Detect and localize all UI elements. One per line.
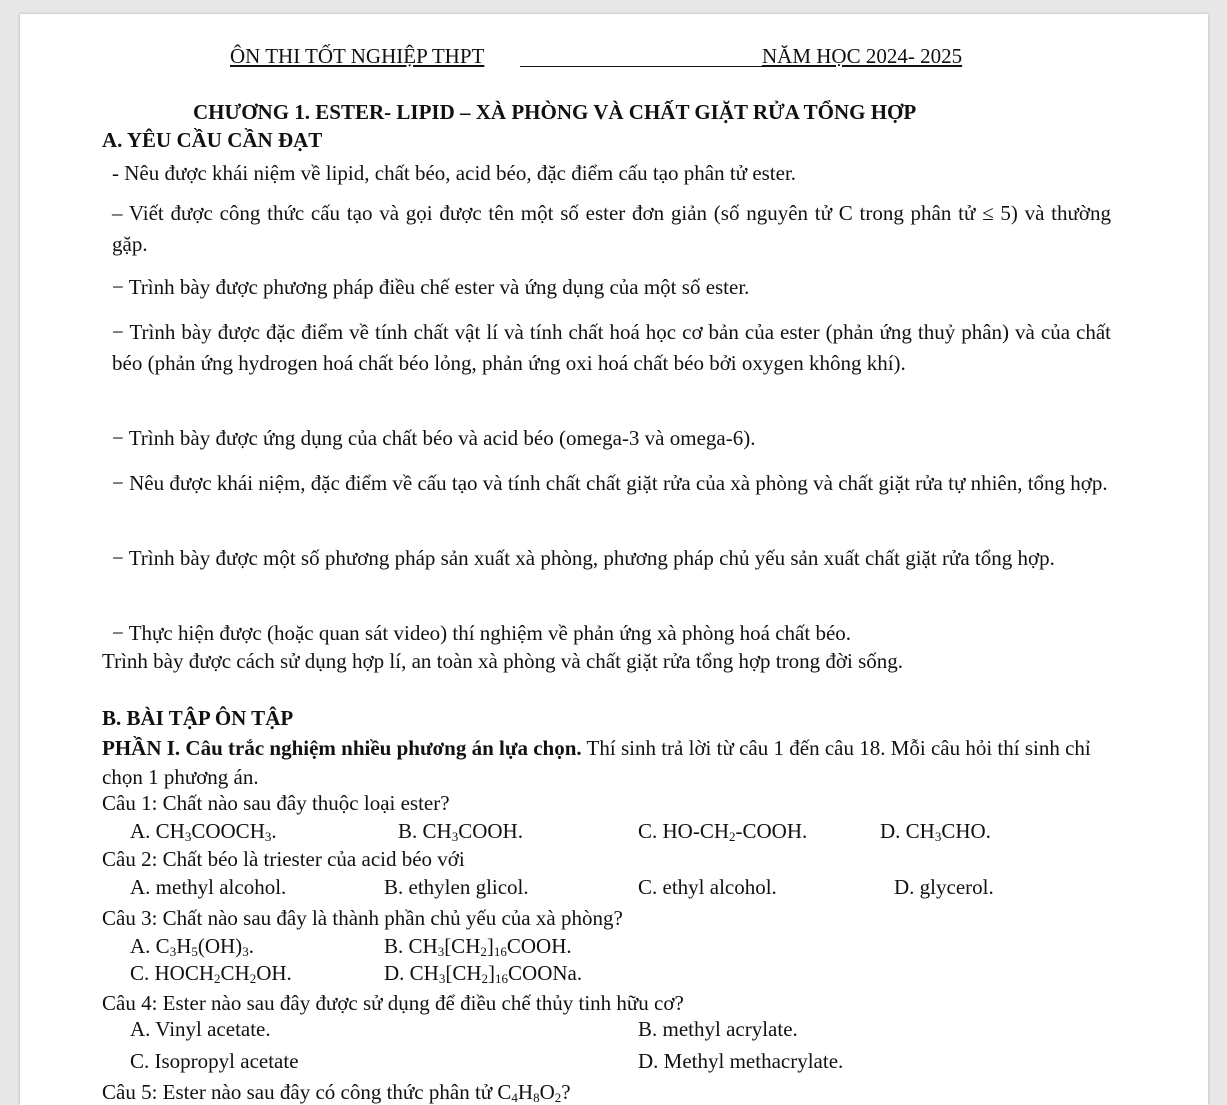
chapter-title: CHƯƠNG 1. ESTER- LIPID – XÀ PHÒNG VÀ CHẤT GIẶT RỬA TỔNG HỢP	[193, 100, 917, 124]
header-right: NĂM HỌC 2024- 2025	[762, 44, 963, 68]
question-stem: Câu 3: Chất nào sau đây là thành phần chủ yếu của xà phòng?	[102, 906, 623, 930]
option-a: A. $C_3H_5(OH)_3$.	[130, 934, 254, 959]
option-c: C. $HOCH_2CH_2OH$.	[130, 961, 292, 986]
requirement-item: − Nêu được khái niệm, đặc điểm về cấu tạo và tính chất chất giặt rửa của xà phòng và chất giặt rửa tự nhiên, tổng hợp.	[112, 471, 1108, 495]
header-underline-gap	[520, 66, 762, 67]
part1-label: PHẦN I. Câu trắc nghiệm nhiều phương án lựa chọn.	[102, 736, 582, 760]
requirement-item: − Trình bày được một số phương pháp sản xuất xà phòng, phương pháp chủ yếu sản xuất chất giặt rửa tổng hợp.	[112, 546, 1055, 570]
requirement-item: – Viết được công thức cấu tạo và gọi được tên một số ester đơn giản (số nguyên tử C trong phân tử ≤ 5) và thường gặp.	[112, 201, 1111, 256]
requirement-item: - Nêu được khái niệm về lipid, chất béo, acid béo, đặc điểm cấu tạo phân tử ester.	[112, 161, 797, 185]
option-d: D. $CH_3[CH_2]_{16}COONa$.	[384, 961, 583, 986]
option-b: B. $CH_3COOH$.	[398, 819, 523, 844]
requirement-item: − Trình bày được phương pháp điều chế ester và ứng dụng của một số ester.	[112, 275, 750, 299]
document-page	[20, 14, 1208, 1105]
option-d: D. $CH_3CHO$.	[880, 819, 991, 844]
question-stem: Câu 2: Chất béo là triester của acid béo với	[102, 847, 465, 871]
option-a: A. Vinyl acetate.	[130, 1017, 271, 1041]
part1-text: Thí sinh trả lời từ câu 1 đến câu 18. Mỗi câu hỏi thí sinh chỉ chọn 1 phương án.	[102, 736, 1091, 789]
option-a: A. methyl alcohol.	[130, 875, 287, 899]
section-b-heading: B. BÀI TẬP ÔN TẬP	[102, 706, 294, 730]
requirement-item: − Thực hiện được (hoặc quan sát video) thí nghiệm về phản ứng xà phòng hoá chất béo.	[112, 621, 852, 645]
part1-instructions	[102, 734, 1122, 792]
option-d: D. Methyl methacrylate.	[638, 1049, 844, 1073]
section-a-heading: A. YÊU CẦU CẦN ĐẠT	[102, 128, 323, 152]
option-b: B. $CH_3[CH_2]_{16}COOH$.	[384, 934, 572, 959]
question-stem: Câu 4: Ester nào sau đây được sử dụng để điều chế thủy tinh hữu cơ?	[102, 991, 684, 1015]
option-b: B. ethylen glicol.	[384, 875, 529, 899]
option-a: A. $CH_3COOCH_3$.	[130, 819, 277, 844]
option-c: C. $HO-CH_2$-COOH.	[638, 819, 808, 844]
question-stem: Câu 1: Chất nào sau đây thuộc loại ester?	[102, 791, 450, 815]
requirement-item: − Trình bày được đặc điểm về tính chất vật lí và tính chất hoá học cơ bản của ester (phản ứng thuỷ phân) và của chất béo (phản ứng hydrogen hoá chất béo lỏng, phản ứng oxi hoá chất béo bởi oxygen không khí).	[112, 320, 1111, 375]
option-c: C. Isopropyl acetate	[130, 1049, 299, 1073]
option-c: C. ethyl alcohol.	[638, 875, 777, 899]
option-b: B. methyl acrylate.	[638, 1017, 798, 1041]
option-d: D. glycerol.	[894, 875, 994, 899]
header-left: ÔN THI TỐT NGHIỆP THPT	[230, 44, 485, 68]
requirement-last-line: Trình bày được cách sử dụng hợp lí, an toàn xà phòng và chất giặt rửa tổng hợp trong đời sống.	[102, 649, 903, 673]
requirement-item: − Trình bày được ứng dụng của chất béo và acid béo (omega-3 và omega-6).	[112, 426, 756, 450]
question-stem: Câu 5: Ester nào sau đây có công thức phân tử $C_4H_8O_2$?	[102, 1080, 571, 1105]
